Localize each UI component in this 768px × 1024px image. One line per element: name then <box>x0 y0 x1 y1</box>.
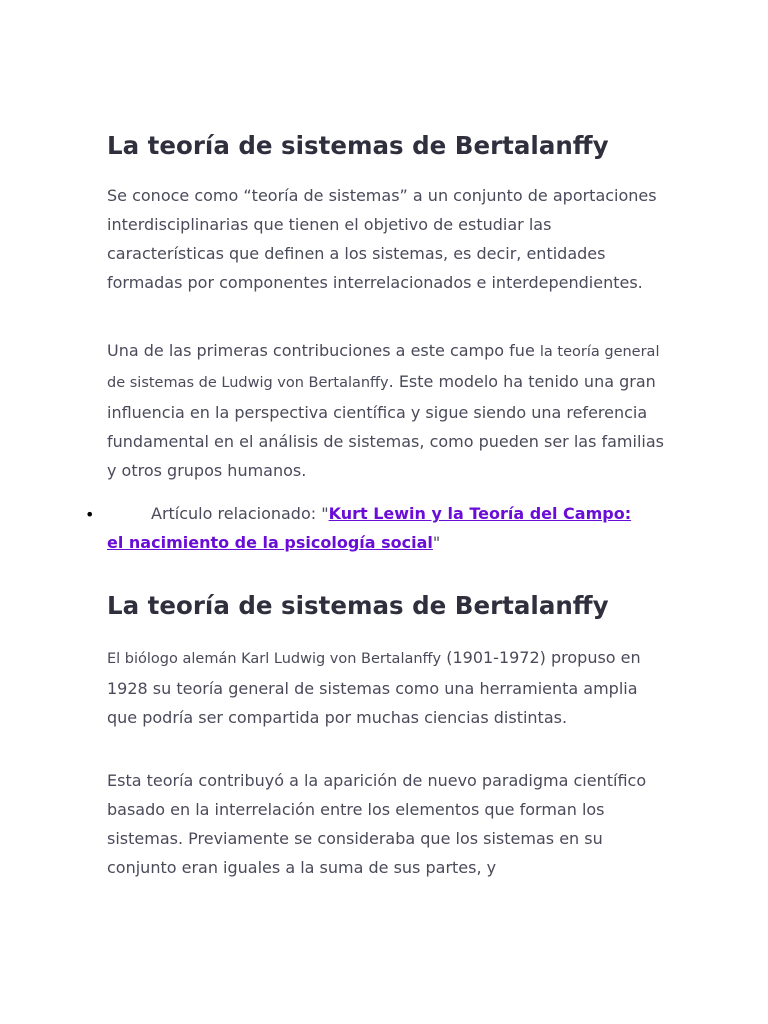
article-heading: La teoría de sistemas de Bertalanffy <box>107 131 609 160</box>
contributions-paragraph <box>107 336 667 485</box>
related-article <box>107 499 647 557</box>
list-bullet: • <box>85 505 95 524</box>
related-suffix: " <box>432 533 441 552</box>
related-article-link[interactable]: Kurt Lewin y la Teoría del Campo: el nacimiento de la psicología social <box>107 504 632 552</box>
contributions-text-end: . Este modelo ha tenido una gran influencia en la perspectiva científica y sigue siendo una referencia fundamental en el análisis de sistemas, como pueden ser las familias y otros grupos humanos. <box>107 372 664 480</box>
paradigm-paragraph: Esta teoría contribuyó a la aparición de nuevo paradigma científico basado en la interrelación entre los elementos que forman los sistemas. Previamente se consideraba que los sistemas en su conjunto eran iguales a la suma de sus partes, y <box>107 771 647 877</box>
intro-paragraph: Se conoce como “teoría de sistemas” a un conjunto de aportaciones interdisciplinarias que tienen el objetivo de estudiar las características que definen a los sistemas, es decir, entidades formadas por componentes interrelacionados e interdependientes. <box>107 186 657 292</box>
contributions-text-start: Una de las primeras contribuciones a este campo fue <box>107 341 540 360</box>
contributions-highlight: la teoría general de sistemas de Ludwig von Bertalanffy <box>107 344 660 391</box>
section-heading: La teoría de sistemas de Bertalanffy <box>107 591 609 620</box>
biologist-paragraph <box>107 643 667 732</box>
related-prefix: Artículo relacionado: " <box>151 504 329 523</box>
biologist-highlight: El biólogo alemán Karl Ludwig von Bertalanffy <box>107 651 442 667</box>
biologist-text-end: (1901-1972) propuso en 1928 su teoría general de sistemas como una herramienta amplia que podría ser compartida por muchas ciencias distintas. <box>107 648 641 727</box>
